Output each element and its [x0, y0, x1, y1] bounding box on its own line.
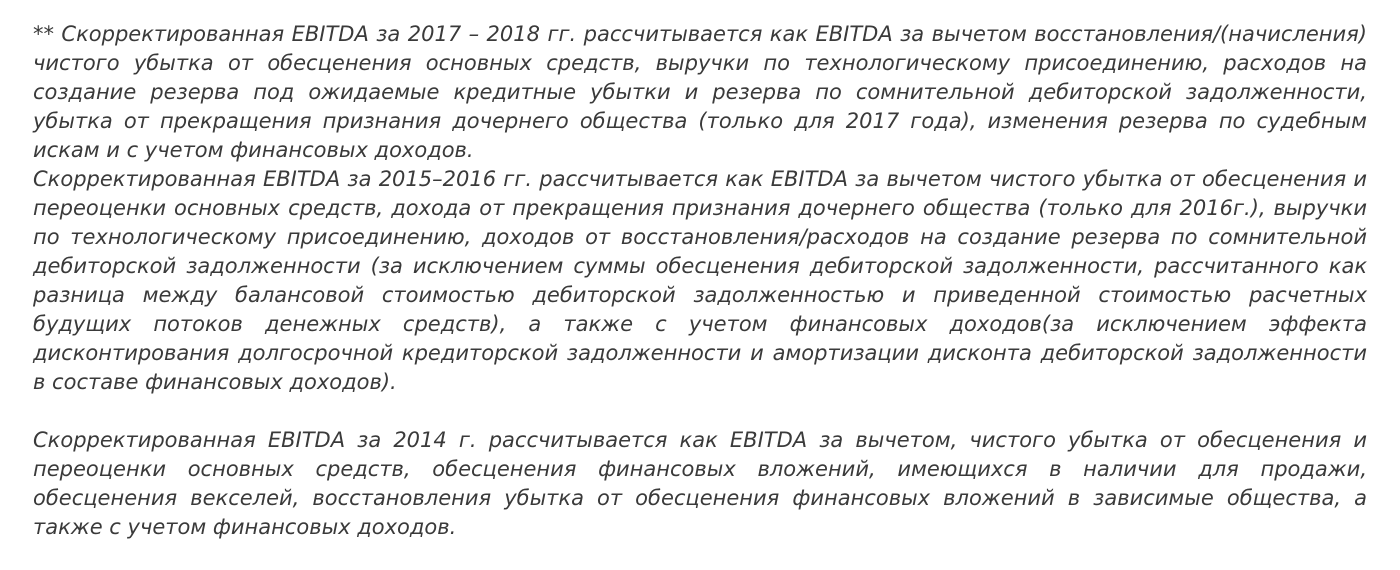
- footnote-ebitda-2015-2016: Скорректированная EBITDA за 2015–2016 гг. рассчитывается как EBITDA за вычетом чистого убытка от обесценения и переоценки основных средств, дохода от прекращения признания дочернего общества (только для 2016г.), выручки по технологическому присоединению, доходов от восстановления/расходов на создание резерва по сомнительной дебиторской задолженности (за исключением суммы обесценения дебиторской задолженности, рассчитанного как разница между балансовой стоимостью дебиторской задолженностью и приведенной стоимостью расчетных будущих потоков денежных средств), а также с учетом финансовых доходов(за исключением эффекта дисконтирования долгосрочной кредиторской задолженности и амортизации дисконта дебиторской задолженности в составе финансовых доходов).: [33, 167, 1367, 394]
- footnotes-block: [33, 20, 1367, 542]
- paragraph-spacer: [33, 397, 1367, 426]
- footnote-ebitda-2017-2018: ** Скорректированная EBITDA за 2017 – 2018 гг. рассчитывается как EBITDA за вычетом восстановления/(начисления) чистого убытка от обесценения основных средств, выручки по технологическому присоединению, расходов на создание резерва под ожидаемые кредитные убытки и резерва по сомнительной дебиторской задолженности, убытка от прекращения признания дочернего общества (только для 2017 года), изменения резерва по судебным искам и с учетом финансовых доходов.: [33, 22, 1367, 162]
- footnote-ebitda-2014: Скорректированная EBITDA за 2014 г. рассчитывается как EBITDA за вычетом, чистого убытка от обесценения и переоценки основных средств, обесценения финансовых вложений, имеющихся в наличии для продажи, обесценения векселей, восстановления убытка от обесценения финансовых вложений в зависимые общества, а также с учетом финансовых доходов.: [33, 428, 1367, 539]
